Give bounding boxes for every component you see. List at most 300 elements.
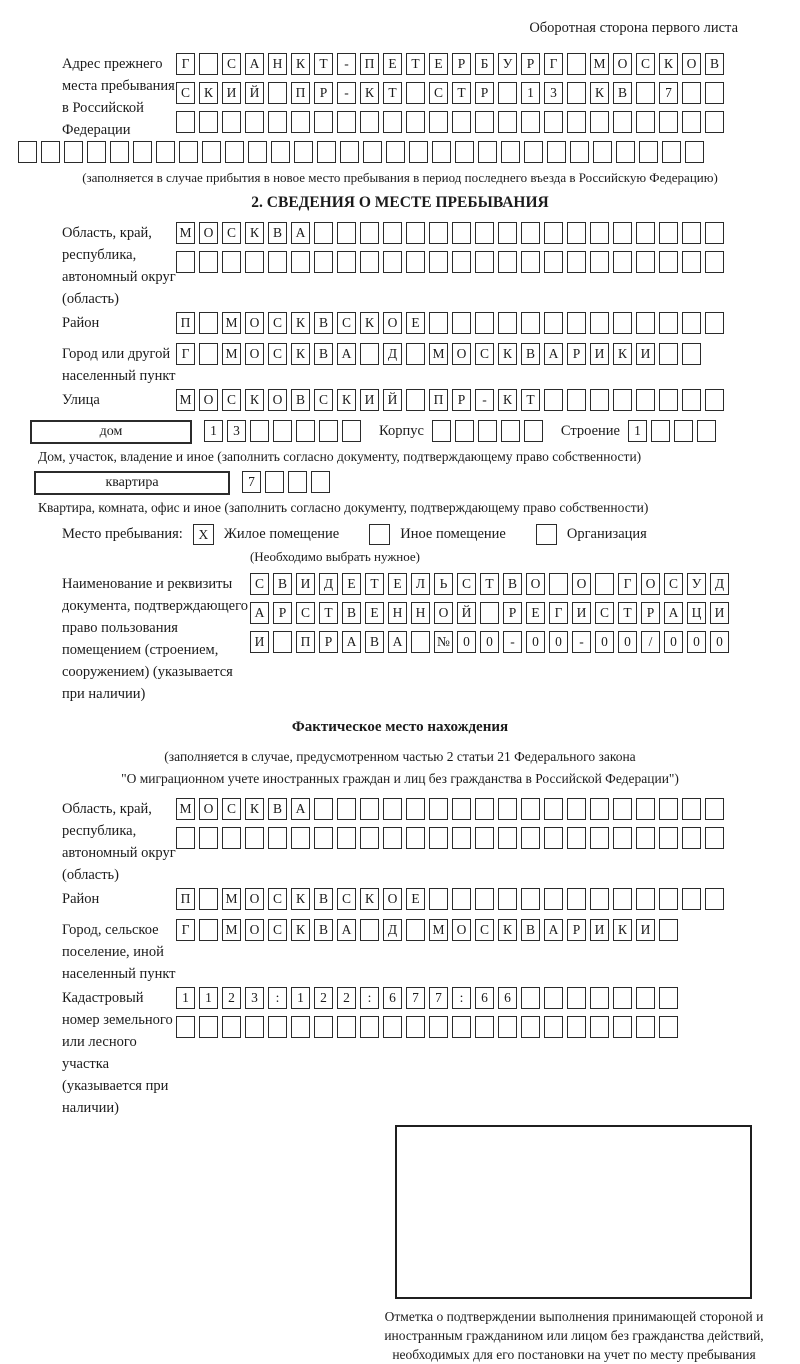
char-cell[interactable]: Е [342,573,361,595]
char-cell[interactable]: А [337,919,356,941]
char-cell[interactable] [613,987,632,1009]
char-cell[interactable] [199,53,218,75]
char-cell[interactable] [682,251,701,273]
char-cell[interactable] [199,888,218,910]
char-cell[interactable]: С [636,53,655,75]
char-cell[interactable]: И [590,919,609,941]
char-cell[interactable]: Ц [687,602,706,624]
char-cell[interactable]: О [383,888,402,910]
char-cell[interactable] [659,1016,678,1038]
char-cell[interactable] [245,827,264,849]
char-cell[interactable] [383,798,402,820]
char-cell[interactable] [636,987,655,1009]
char-cell[interactable]: Т [383,82,402,104]
char-cell[interactable]: К [199,82,218,104]
char-cell[interactable]: Е [383,53,402,75]
char-cell[interactable] [337,251,356,273]
char-cell[interactable]: О [452,343,471,365]
char-cell[interactable]: И [250,631,269,653]
char-cell[interactable] [222,827,241,849]
char-cell[interactable]: Р [452,389,471,411]
char-cell[interactable] [452,312,471,334]
char-cell[interactable] [314,798,333,820]
char-cell[interactable] [521,1016,540,1038]
char-cell[interactable] [521,312,540,334]
char-cell[interactable] [613,827,632,849]
char-cell[interactable] [567,798,586,820]
char-cell[interactable] [651,420,670,442]
char-cell[interactable] [383,222,402,244]
char-cell[interactable]: 0 [457,631,476,653]
char-cell[interactable] [498,222,517,244]
char-cell[interactable] [406,827,425,849]
char-cell[interactable]: Т [365,573,384,595]
char-cell[interactable] [314,827,333,849]
char-cell[interactable] [567,53,586,75]
char-cell[interactable]: С [314,389,333,411]
char-cell[interactable]: - [572,631,591,653]
char-cell[interactable]: 0 [549,631,568,653]
char-cell[interactable]: О [383,312,402,334]
char-cell[interactable]: К [498,389,517,411]
char-cell[interactable] [342,420,361,442]
char-cell[interactable] [176,827,195,849]
char-cell[interactable]: Е [406,312,425,334]
char-cell[interactable] [590,312,609,334]
char-cell[interactable]: В [705,53,724,75]
char-cell[interactable] [87,141,106,163]
char-cell[interactable]: М [176,222,195,244]
char-cell[interactable]: Т [480,573,499,595]
char-cell[interactable]: С [429,82,448,104]
char-cell[interactable] [590,798,609,820]
char-cell[interactable] [521,251,540,273]
char-cell[interactable]: С [268,919,287,941]
char-cell[interactable]: И [360,389,379,411]
char-cell[interactable] [475,222,494,244]
char-cell[interactable] [268,251,287,273]
char-cell[interactable] [521,987,540,1009]
char-cell[interactable]: В [314,312,333,334]
char-cell[interactable] [294,141,313,163]
char-cell[interactable]: И [572,602,591,624]
char-cell[interactable]: К [498,343,517,365]
char-cell[interactable]: У [687,573,706,595]
char-cell[interactable] [544,389,563,411]
char-cell[interactable] [659,222,678,244]
char-cell[interactable] [613,111,632,133]
apartment-type-box[interactable]: квартира [34,471,230,495]
char-cell[interactable] [521,111,540,133]
char-cell[interactable] [567,987,586,1009]
char-cell[interactable] [452,111,471,133]
char-cell[interactable] [360,251,379,273]
char-cell[interactable] [590,389,609,411]
char-cell[interactable]: О [245,343,264,365]
char-cell[interactable]: М [222,312,241,334]
char-cell[interactable]: 0 [526,631,545,653]
char-cell[interactable] [360,1016,379,1038]
char-cell[interactable] [570,141,589,163]
char-cell[interactable] [429,798,448,820]
char-cell[interactable]: К [613,919,632,941]
char-cell[interactable] [705,222,724,244]
char-cell[interactable] [590,251,609,273]
char-cell[interactable]: В [314,343,333,365]
char-cell[interactable]: О [199,798,218,820]
char-cell[interactable] [567,111,586,133]
char-cell[interactable] [544,888,563,910]
char-cell[interactable] [245,251,264,273]
char-cell[interactable] [636,111,655,133]
char-cell[interactable] [429,222,448,244]
char-cell[interactable] [544,987,563,1009]
char-cell[interactable]: М [176,389,195,411]
char-cell[interactable]: № [434,631,453,653]
char-cell[interactable] [360,222,379,244]
char-cell[interactable]: В [273,573,292,595]
char-cell[interactable] [248,141,267,163]
char-cell[interactable] [682,389,701,411]
char-cell[interactable]: С [250,573,269,595]
char-cell[interactable] [636,888,655,910]
char-cell[interactable]: К [291,919,310,941]
char-cell[interactable]: С [337,888,356,910]
char-cell[interactable]: В [268,222,287,244]
char-cell[interactable] [544,798,563,820]
char-cell[interactable] [429,1016,448,1038]
char-cell[interactable]: 1 [521,82,540,104]
char-cell[interactable] [199,312,218,334]
char-cell[interactable]: А [291,798,310,820]
char-cell[interactable] [498,111,517,133]
checkbox-inoe[interactable] [369,524,390,545]
char-cell[interactable] [501,420,520,442]
char-cell[interactable]: Д [383,343,402,365]
char-cell[interactable]: / [641,631,660,653]
char-cell[interactable]: - [337,82,356,104]
char-cell[interactable]: С [268,343,287,365]
char-cell[interactable]: В [521,919,540,941]
char-cell[interactable] [41,141,60,163]
char-cell[interactable]: А [291,222,310,244]
char-cell[interactable] [659,798,678,820]
char-cell[interactable] [544,111,563,133]
char-cell[interactable]: А [250,602,269,624]
char-cell[interactable] [613,222,632,244]
char-cell[interactable]: Г [176,919,195,941]
char-cell[interactable]: С [222,798,241,820]
char-cell[interactable]: К [245,222,264,244]
char-cell[interactable]: А [388,631,407,653]
char-cell[interactable] [636,389,655,411]
char-cell[interactable]: М [222,888,241,910]
char-cell[interactable] [498,888,517,910]
char-cell[interactable]: 2 [337,987,356,1009]
char-cell[interactable] [268,82,287,104]
char-cell[interactable] [475,1016,494,1038]
char-cell[interactable] [567,82,586,104]
char-cell[interactable] [682,888,701,910]
char-cell[interactable]: И [636,343,655,365]
char-cell[interactable]: С [664,573,683,595]
char-cell[interactable] [337,1016,356,1038]
char-cell[interactable]: П [176,888,195,910]
char-cell[interactable] [383,1016,402,1038]
char-cell[interactable] [363,141,382,163]
char-cell[interactable] [521,798,540,820]
char-cell[interactable]: И [296,573,315,595]
char-cell[interactable]: Т [452,82,471,104]
char-cell[interactable] [291,1016,310,1038]
char-cell[interactable]: Д [710,573,729,595]
char-cell[interactable] [291,111,310,133]
char-cell[interactable] [475,827,494,849]
char-cell[interactable] [590,888,609,910]
char-cell[interactable] [659,919,678,941]
char-cell[interactable] [475,251,494,273]
char-cell[interactable]: С [222,222,241,244]
char-cell[interactable]: Р [641,602,660,624]
char-cell[interactable] [429,888,448,910]
char-cell[interactable]: К [291,343,310,365]
char-cell[interactable] [659,251,678,273]
char-cell[interactable]: О [641,573,660,595]
char-cell[interactable] [662,141,681,163]
char-cell[interactable]: - [475,389,494,411]
char-cell[interactable] [521,222,540,244]
char-cell[interactable]: Б [475,53,494,75]
char-cell[interactable] [360,919,379,941]
char-cell[interactable]: О [526,573,545,595]
char-cell[interactable] [524,420,543,442]
char-cell[interactable] [222,111,241,133]
char-cell[interactable] [337,111,356,133]
char-cell[interactable] [268,1016,287,1038]
char-cell[interactable]: Р [273,602,292,624]
char-cell[interactable] [636,798,655,820]
char-cell[interactable] [595,573,614,595]
char-cell[interactable]: 3 [245,987,264,1009]
char-cell[interactable]: Г [549,602,568,624]
char-cell[interactable]: И [710,602,729,624]
char-cell[interactable] [314,222,333,244]
char-cell[interactable] [314,1016,333,1038]
char-cell[interactable] [156,141,175,163]
char-cell[interactable] [406,82,425,104]
char-cell[interactable]: А [544,343,563,365]
char-cell[interactable]: : [360,987,379,1009]
char-cell[interactable]: Р [567,919,586,941]
char-cell[interactable] [498,798,517,820]
char-cell[interactable] [337,798,356,820]
char-cell[interactable] [222,251,241,273]
char-cell[interactable] [199,827,218,849]
char-cell[interactable]: 3 [544,82,563,104]
char-cell[interactable] [291,827,310,849]
char-cell[interactable] [475,798,494,820]
char-cell[interactable]: С [268,312,287,334]
char-cell[interactable]: В [314,888,333,910]
char-cell[interactable] [636,1016,655,1038]
char-cell[interactable]: С [595,602,614,624]
char-cell[interactable]: 7 [242,471,261,493]
char-cell[interactable]: О [199,222,218,244]
char-cell[interactable] [176,251,195,273]
char-cell[interactable]: 7 [659,82,678,104]
char-cell[interactable]: 0 [595,631,614,653]
char-cell[interactable] [475,312,494,334]
char-cell[interactable]: Г [176,343,195,365]
char-cell[interactable]: Д [319,573,338,595]
char-cell[interactable] [337,827,356,849]
char-cell[interactable]: Н [411,602,430,624]
char-cell[interactable]: П [176,312,195,334]
char-cell[interactable] [475,888,494,910]
char-cell[interactable]: М [176,798,195,820]
char-cell[interactable] [544,1016,563,1038]
char-cell[interactable]: М [222,343,241,365]
char-cell[interactable] [199,251,218,273]
char-cell[interactable]: У [498,53,517,75]
char-cell[interactable]: К [360,312,379,334]
char-cell[interactable] [455,420,474,442]
char-cell[interactable] [521,888,540,910]
char-cell[interactable] [590,111,609,133]
char-cell[interactable] [613,1016,632,1038]
char-cell[interactable]: А [245,53,264,75]
char-cell[interactable] [547,141,566,163]
char-cell[interactable] [383,251,402,273]
char-cell[interactable] [18,141,37,163]
char-cell[interactable] [311,471,330,493]
char-cell[interactable]: Р [319,631,338,653]
char-cell[interactable]: С [176,82,195,104]
char-cell[interactable] [705,888,724,910]
char-cell[interactable]: С [475,919,494,941]
char-cell[interactable] [452,888,471,910]
char-cell[interactable]: К [337,389,356,411]
char-cell[interactable]: Е [388,573,407,595]
char-cell[interactable]: 2 [314,987,333,1009]
char-cell[interactable] [199,343,218,365]
char-cell[interactable]: Е [526,602,545,624]
char-cell[interactable]: 0 [664,631,683,653]
char-cell[interactable] [199,919,218,941]
char-cell[interactable] [498,827,517,849]
char-cell[interactable] [682,798,701,820]
char-cell[interactable] [225,141,244,163]
char-cell[interactable]: В [503,573,522,595]
char-cell[interactable]: - [337,53,356,75]
char-cell[interactable]: И [636,919,655,941]
char-cell[interactable] [590,222,609,244]
char-cell[interactable]: А [337,343,356,365]
char-cell[interactable]: 1 [628,420,647,442]
char-cell[interactable]: О [613,53,632,75]
char-cell[interactable] [360,343,379,365]
char-cell[interactable] [432,141,451,163]
char-cell[interactable]: Й [383,389,402,411]
char-cell[interactable] [245,111,264,133]
char-cell[interactable]: К [360,82,379,104]
char-cell[interactable] [386,141,405,163]
char-cell[interactable]: В [365,631,384,653]
char-cell[interactable] [360,111,379,133]
char-cell[interactable]: 7 [406,987,425,1009]
char-cell[interactable] [590,827,609,849]
char-cell[interactable]: Т [314,53,333,75]
char-cell[interactable] [268,827,287,849]
char-cell[interactable]: 0 [618,631,637,653]
char-cell[interactable]: М [429,919,448,941]
char-cell[interactable] [273,420,292,442]
char-cell[interactable]: 2 [222,987,241,1009]
char-cell[interactable] [452,1016,471,1038]
char-cell[interactable]: 1 [176,987,195,1009]
char-cell[interactable] [452,222,471,244]
char-cell[interactable] [288,471,307,493]
char-cell[interactable] [337,222,356,244]
char-cell[interactable] [705,111,724,133]
checkbox-zhiloe[interactable]: X [193,524,214,545]
char-cell[interactable]: О [572,573,591,595]
char-cell[interactable] [636,82,655,104]
char-cell[interactable] [659,312,678,334]
char-cell[interactable] [705,798,724,820]
char-cell[interactable]: К [245,798,264,820]
char-cell[interactable]: П [291,82,310,104]
char-cell[interactable] [567,251,586,273]
char-cell[interactable]: О [452,919,471,941]
char-cell[interactable]: К [613,343,632,365]
char-cell[interactable] [314,251,333,273]
char-cell[interactable]: Г [618,573,637,595]
char-cell[interactable] [273,631,292,653]
char-cell[interactable] [429,312,448,334]
char-cell[interactable]: С [296,602,315,624]
char-cell[interactable] [659,111,678,133]
char-cell[interactable]: И [222,82,241,104]
char-cell[interactable]: К [498,919,517,941]
char-cell[interactable] [498,82,517,104]
char-cell[interactable]: В [521,343,540,365]
char-cell[interactable]: М [429,343,448,365]
char-cell[interactable]: Л [411,573,430,595]
char-cell[interactable] [406,389,425,411]
char-cell[interactable] [360,827,379,849]
char-cell[interactable]: К [360,888,379,910]
char-cell[interactable] [406,343,425,365]
char-cell[interactable] [475,111,494,133]
char-cell[interactable]: 0 [710,631,729,653]
char-cell[interactable] [590,987,609,1009]
char-cell[interactable] [613,888,632,910]
char-cell[interactable] [314,111,333,133]
char-cell[interactable]: Е [365,602,384,624]
char-cell[interactable] [697,420,716,442]
char-cell[interactable] [176,111,195,133]
char-cell[interactable] [498,251,517,273]
char-cell[interactable] [659,888,678,910]
char-cell[interactable]: О [682,53,701,75]
house-type-box[interactable]: дом [30,420,192,444]
char-cell[interactable] [429,111,448,133]
char-cell[interactable] [383,111,402,133]
char-cell[interactable]: : [452,987,471,1009]
char-cell[interactable] [659,389,678,411]
char-cell[interactable] [202,141,221,163]
